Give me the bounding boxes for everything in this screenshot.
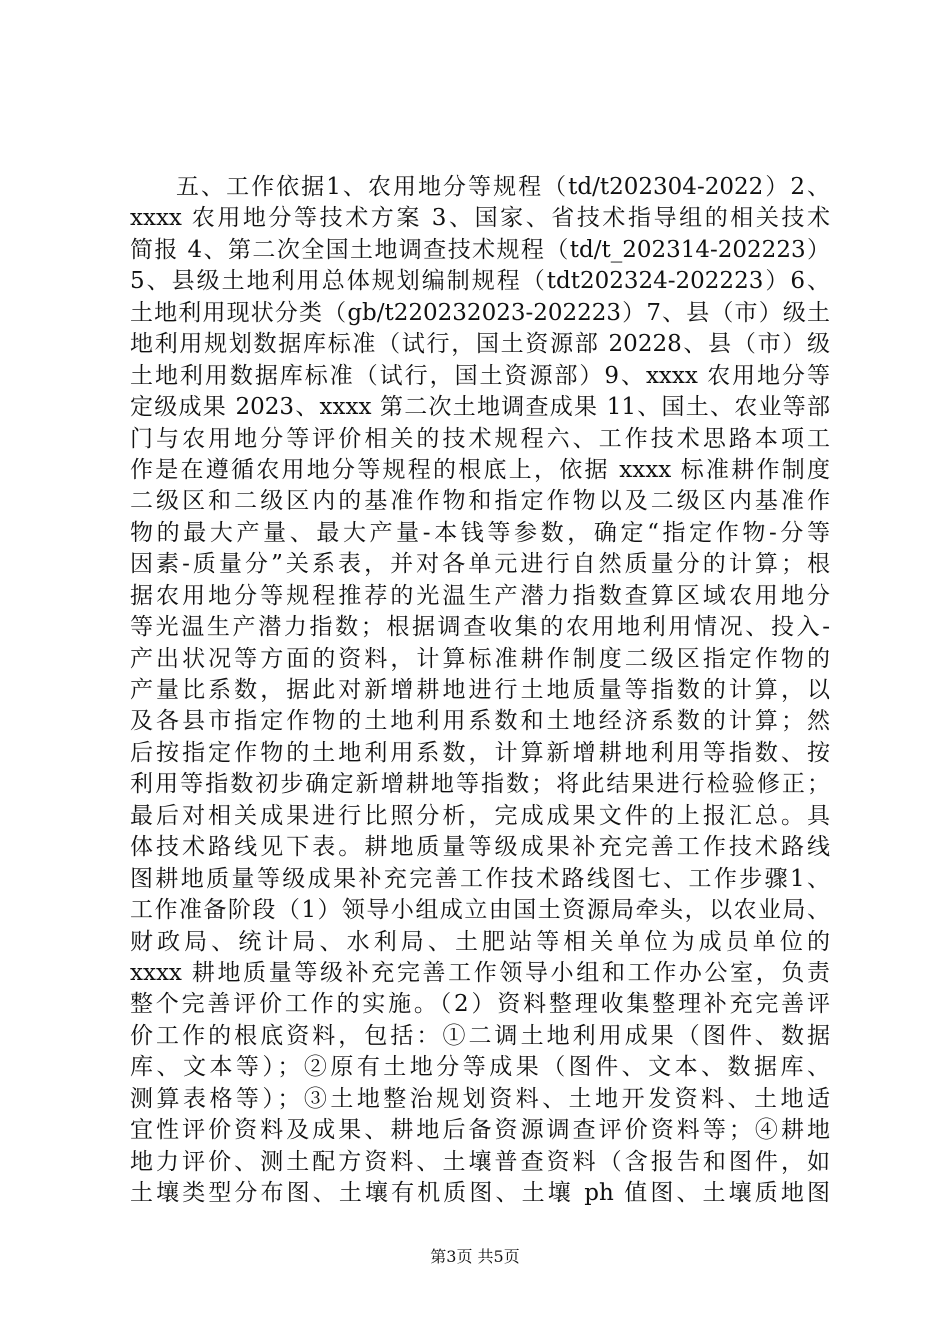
text-line: 宜性评价资料及成果、耕地后备资源调查评价资料等；④耕地 xyxy=(130,1117,830,1144)
text-line: 定级成果 2023、xxxx 第二次土地调查成果 11、国土、农业等部 xyxy=(130,394,830,421)
text-line: 简报 4、第二次全国土地调查技术规程（td/t_202314-202223） xyxy=(130,236,830,263)
page-footer: 第3页 共5页 xyxy=(430,1247,520,1266)
text-line: 门与农用地分等评价相关的技术规程六、工作技术思路本项工 xyxy=(130,425,830,452)
text-line: 土地利用数据库标准（试行，国土资源部）9、xxxx 农用地分等 xyxy=(130,362,830,389)
text-line: 库、文本等）；②原有土地分等成果（图件、文本、数据库、 xyxy=(130,1054,830,1081)
text-line: 据农用地分等规程推荐的光温生产潜力指数查算区域农用地分 xyxy=(130,582,830,609)
text-line: 土地利用现状分类（gb/t220232023-202223）7、县（市）级土 xyxy=(130,299,830,326)
text-line: 最后对相关成果进行比照分析，完成成果文件的上报汇总。具 xyxy=(130,802,830,829)
text-line: 产出状况等方面的资料，计算标准耕作制度二级区指定作物的 xyxy=(130,645,830,672)
text-line: 5、县级土地利用总体规划编制规程（tdt202324-202223）6、 xyxy=(130,268,830,295)
text-line: 地利用规划数据库标准（试行，国土资源部 20228、县（市）级 xyxy=(130,331,830,358)
text-line: 价工作的根底资料，包括：①二调土地利用成果（图件、数据 xyxy=(130,1022,830,1049)
text-line: 土壤类型分布图、土壤有机质图、土壤 ph 值图、土壤质地图 xyxy=(130,1180,830,1206)
text-line: xxxx 农用地分等技术方案 3、国家、省技术指导组的相关技术 xyxy=(130,205,830,232)
text-line: 及各县市指定作物的土地利用系数和土地经济系数的计算；然 xyxy=(130,708,830,735)
text-line: xxxx 耕地质量等级补充完善工作领导小组和工作办公室，负责 xyxy=(130,959,830,986)
text-line: 财政局、统计局、水利局、土肥站等相关单位为成员单位的 xyxy=(130,928,830,955)
text-line: 二级区和二级区内的基准作物和指定作物以及二级区内基准作 xyxy=(130,488,830,515)
text-line: 利用等指数初步确定新增耕地等指数；将此结果进行检验修正； xyxy=(130,771,830,798)
text-line: 五、工作依据1、农用地分等规程（td/t202304-2022）2、 xyxy=(176,174,830,200)
text-line: 等光温生产潜力指数；根据调查收集的农用地利用情况、投入- xyxy=(130,614,830,641)
text-line: 工作准备阶段（1）领导小组成立由国土资源局牵头，以农业局、 xyxy=(130,897,830,924)
text-line: 地力评价、测土配方资料、土壤普查资料（含报告和图件，如 xyxy=(130,1148,830,1175)
text-line: 图耕地质量等级成果补充完善工作技术路线图七、工作步骤1、 xyxy=(130,865,830,892)
text-line: 测算表格等）；③土地整治规划资料、土地开发资料、土地适 xyxy=(130,1085,830,1112)
document-body xyxy=(130,172,830,1209)
text-line: 体技术路线见下表。耕地质量等级成果补充完善工作技术路线 xyxy=(130,834,830,861)
text-line: 因素-质量分”关系表，并对各单元进行自然质量分的计算；根 xyxy=(130,551,830,578)
text-line: 产量比系数，据此对新增耕地进行土地质量等指数的计算，以 xyxy=(130,677,830,703)
text-line: 物的最大产量、最大产量-本钱等参数，确定“指定作物-分等 xyxy=(130,519,830,546)
text-line: 整个完善评价工作的实施。（2）资料整理收集整理补充完善评 xyxy=(130,991,830,1018)
text-line: 后按指定作物的土地利用系数，计算新增耕地利用等指数、按 xyxy=(130,739,830,766)
text-line: 作是在遵循农用地分等规程的根底上，依据 xxxx 标准耕作制度 xyxy=(130,456,830,483)
